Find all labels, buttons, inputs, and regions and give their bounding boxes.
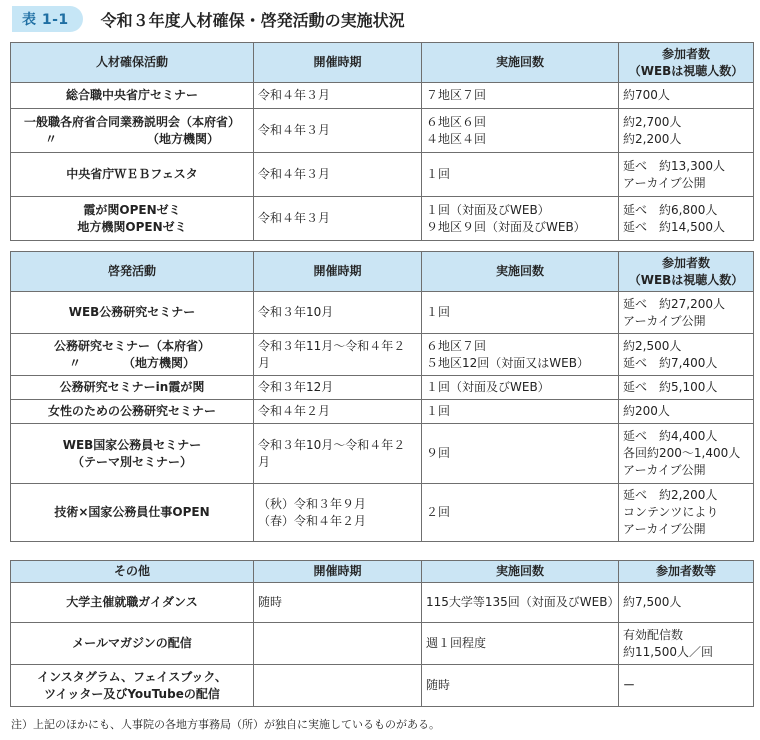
period-cell: 令和４年２月	[254, 400, 422, 424]
table-row	[11, 109, 754, 153]
activity-cell: メールマガジンの配信	[11, 623, 254, 665]
count-cell: 随時	[422, 665, 619, 707]
period-cell: 令和４年３月	[254, 197, 422, 241]
period-cell: 令和３年11月～令和４年２月	[254, 334, 422, 376]
activity-cell: 一般職各府省合同業務説明会（本府省） 〃 （地方機関）	[11, 109, 254, 153]
activity-cell: 総合職中央省庁セミナー	[11, 83, 254, 109]
period-cell: 随時	[254, 583, 422, 623]
header-participants: 参加者数 （WEBは視聴人数）	[619, 43, 754, 83]
period-cell: 令和４年３月	[254, 109, 422, 153]
participants-cell: 有効配信数 約11,500人／回	[619, 623, 754, 665]
recruitment-activities-table	[10, 42, 754, 241]
header-count: 実施回数	[422, 43, 619, 83]
participants-cell: －	[619, 665, 754, 707]
activity-cell: WEB公務研究セミナー	[11, 292, 254, 334]
count-cell: １回（対面及びWEB）	[422, 376, 619, 400]
header-period: 開催時期	[254, 252, 422, 292]
participants-cell: 約2,700人 約2,200人	[619, 109, 754, 153]
header-activity: その他	[11, 561, 254, 583]
activity-cell: 大学主催就職ガイダンス	[11, 583, 254, 623]
table-row	[11, 400, 754, 424]
activity-cell: 技術×国家公務員仕事OPEN	[11, 484, 254, 542]
table-title: 令和３年度人材確保・啓発活動の実施状況	[100, 10, 405, 30]
header-participants: 参加者数等	[619, 561, 754, 583]
period-cell: 令和３年12月	[254, 376, 422, 400]
participants-cell: 延べ 約4,400人 各回約200～1,400人 アーカイブ公開	[619, 424, 754, 484]
table-row	[11, 484, 754, 542]
table-caption	[12, 6, 405, 32]
period-cell: （秋）令和３年９月 （春）令和４年２月	[254, 484, 422, 542]
table-row	[11, 665, 754, 707]
count-cell: ７地区７回	[422, 83, 619, 109]
table-row	[11, 583, 754, 623]
header-count: 実施回数	[422, 561, 619, 583]
count-cell: １回	[422, 400, 619, 424]
period-cell: 令和４年３月	[254, 153, 422, 197]
participants-cell: 約700人	[619, 83, 754, 109]
period-cell: 令和３年10月～令和４年２月	[254, 424, 422, 484]
table-row	[11, 83, 754, 109]
table-row	[11, 376, 754, 400]
participants-cell: 約200人	[619, 400, 754, 424]
count-cell: ２回	[422, 484, 619, 542]
count-cell: ９回	[422, 424, 619, 484]
count-cell: 115大学等135回（対面及びWEB）	[422, 583, 619, 623]
header-activity: 人材確保活動	[11, 43, 254, 83]
participants-cell: 延べ 約2,200人 コンテンツにより アーカイブ公開	[619, 484, 754, 542]
table-row	[11, 623, 754, 665]
table-row	[11, 197, 754, 241]
table-number-tag: 表 1-1	[12, 6, 83, 32]
period-cell: 令和３年10月	[254, 292, 422, 334]
participants-cell: 延べ 約6,800人 延べ 約14,500人	[619, 197, 754, 241]
activity-cell: 霞が関OPENゼミ 地方機関OPENゼミ	[11, 197, 254, 241]
awareness-activities-table	[10, 251, 754, 542]
header-count: 実施回数	[422, 252, 619, 292]
table-row	[11, 424, 754, 484]
count-cell: １回	[422, 153, 619, 197]
table-row	[11, 153, 754, 197]
footnote: 注）上記のほかにも、人事院の各地方事務局（所）が独自に実施しているものがある。	[11, 718, 440, 731]
period-cell: 令和４年３月	[254, 83, 422, 109]
other-activities-table	[10, 560, 754, 707]
count-cell: １回	[422, 292, 619, 334]
period-cell	[254, 665, 422, 707]
header-period: 開催時期	[254, 43, 422, 83]
count-cell: ６地区６回 ４地区４回	[422, 109, 619, 153]
participants-cell: 延べ 約27,200人 アーカイブ公開	[619, 292, 754, 334]
count-cell: 週１回程度	[422, 623, 619, 665]
header-activity: 啓発活動	[11, 252, 254, 292]
header-period: 開催時期	[254, 561, 422, 583]
activity-cell: 中央省庁ＷＥＢフェスタ	[11, 153, 254, 197]
count-cell: １回（対面及びWEB） ９地区９回（対面及びWEB）	[422, 197, 619, 241]
participants-cell: 延べ 約13,300人 アーカイブ公開	[619, 153, 754, 197]
activity-cell: インスタグラム、フェイスブック、 ツイッター及びYouTubeの配信	[11, 665, 254, 707]
participants-cell: 約2,500人 延べ 約7,400人	[619, 334, 754, 376]
period-cell	[254, 623, 422, 665]
activity-cell: 公務研究セミナー（本府省） 〃 （地方機関）	[11, 334, 254, 376]
activity-cell: 女性のための公務研究セミナー	[11, 400, 254, 424]
participants-cell: 延べ 約5,100人	[619, 376, 754, 400]
table-row	[11, 334, 754, 376]
activity-cell: WEB国家公務員セミナー （テーマ別セミナー）	[11, 424, 254, 484]
activity-cell: 公務研究セミナーin霞が関	[11, 376, 254, 400]
table-row	[11, 292, 754, 334]
header-participants: 参加者数 （WEBは視聴人数）	[619, 252, 754, 292]
participants-cell: 約7,500人	[619, 583, 754, 623]
count-cell: ６地区７回 ５地区12回（対面又はWEB）	[422, 334, 619, 376]
